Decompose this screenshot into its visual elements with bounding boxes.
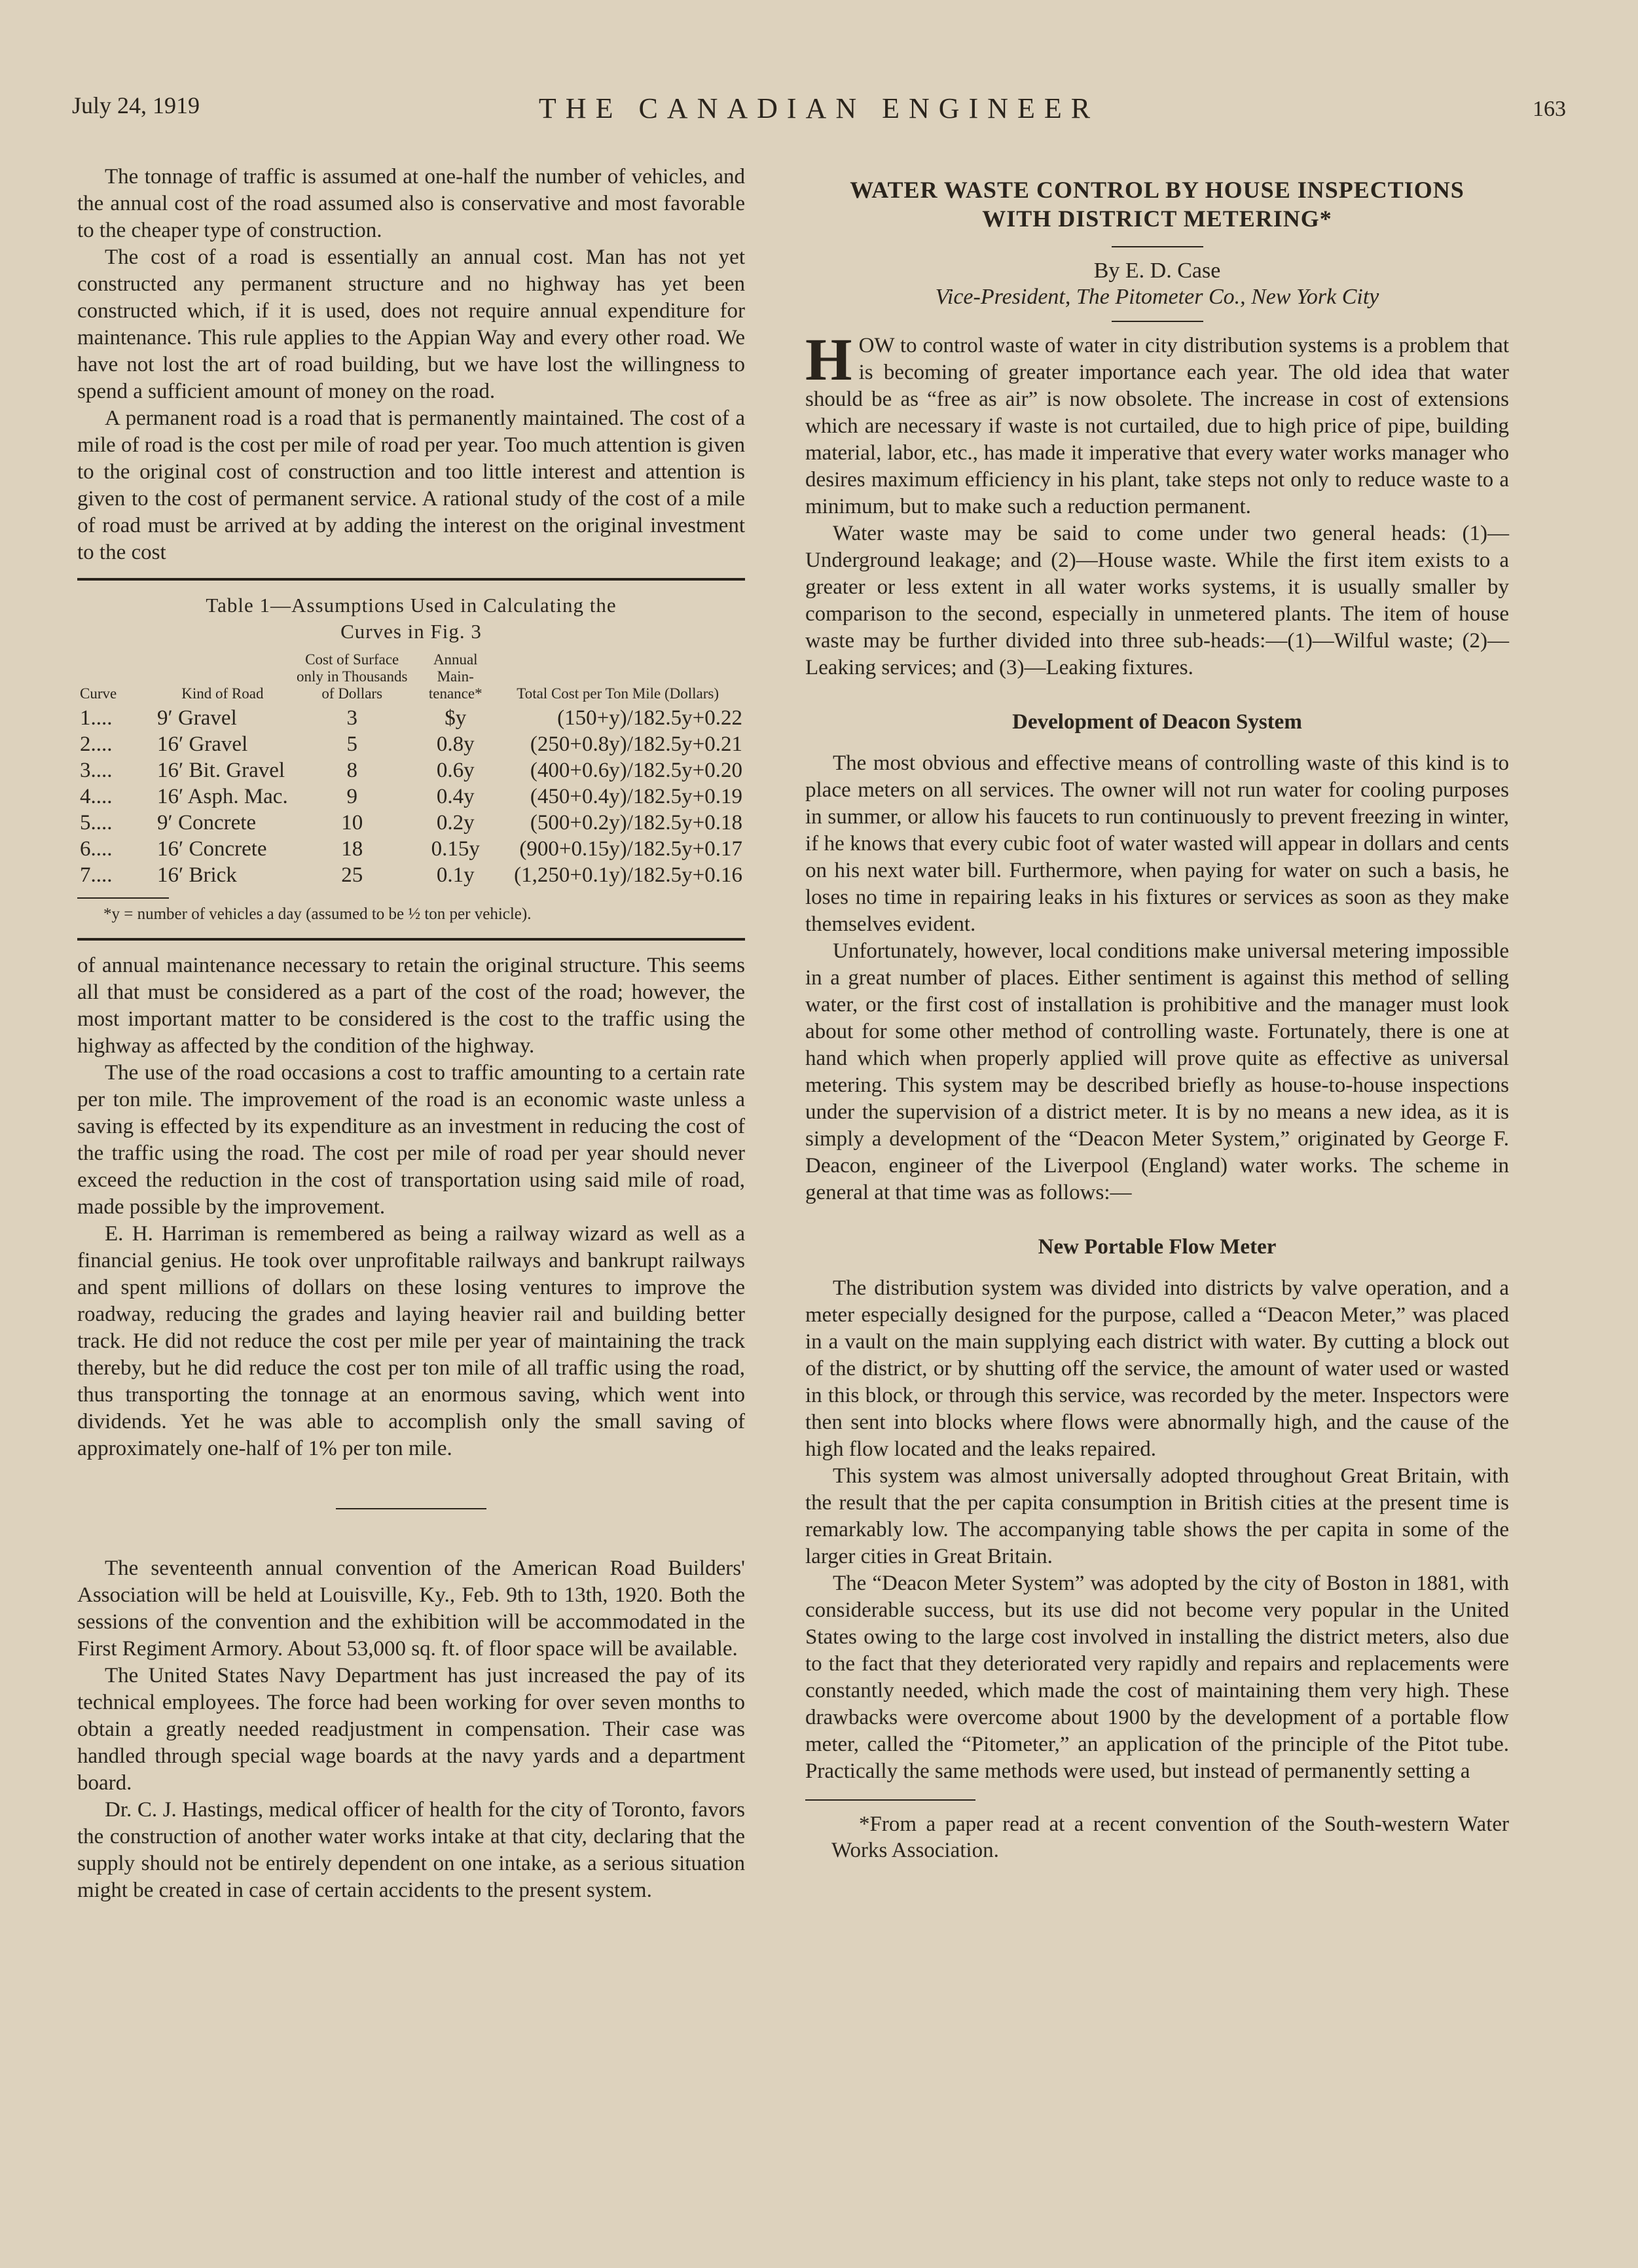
article-title-line2: WITH DISTRICT METERING* bbox=[982, 206, 1332, 232]
article-footnote: *From a paper read at a recent convention of the South-western Water Works Association. bbox=[831, 1812, 1509, 1862]
table-row bbox=[77, 731, 745, 757]
cell-kind: 16′ Asph. Mac. bbox=[157, 785, 288, 808]
cell-surface: 18 bbox=[341, 837, 363, 861]
cell-maint: $y bbox=[445, 706, 467, 730]
cell-surface: 10 bbox=[341, 811, 363, 835]
intro-paragraph bbox=[805, 326, 1509, 520]
cell-curve: 6.... bbox=[80, 837, 113, 861]
subhead-flow-meter: New Portable Flow Meter bbox=[1038, 1235, 1277, 1259]
header-curve: Curve bbox=[80, 685, 117, 702]
assumptions-table bbox=[77, 651, 745, 888]
paragraph: The cost of a road is essentially an annual cost. Man has not yet constructed any permanent structure and no highway has yet been constructed which, if it is used, does not require annual expenditure for maintenance. This rule applies to the Appian Way and every other road. We have not lost the art of road building, but we have lost the willingness to spend a sufficient amount of money on the road. bbox=[77, 245, 745, 403]
header-maintenance: Annual Main-tenance* bbox=[428, 651, 482, 702]
paragraph: The distribution system was divided into districts by valve operation, and a meter especially designed for the purpose, called a “Deacon Meter,” was placed in a vault on the main supplying each district with water. By cutting a block out of the district, or by shutting off the service, the amount of water used or wasted in this block, or through this service, was recorded by the meter. Inspectors were then sent into blocks where flows were abnormally high, and the cause of the high flow located and the leaks repaired. bbox=[805, 1276, 1509, 1461]
cell-surface: 3 bbox=[346, 706, 357, 730]
cell-kind: 9′ Concrete bbox=[157, 811, 257, 835]
table-caption bbox=[77, 592, 745, 645]
table-row bbox=[77, 783, 745, 810]
news-item: The United States Navy Department has just increased the pay of its technical employees. The force had been working for over seven months to obtain a greatly needed readjustment in compensation. Their case was handled through special wage boards at the navy yards and a department board. bbox=[77, 1664, 745, 1795]
paragraph: of annual maintenance necessary to retain the original structure. This seems all that must be considered as a part of the cost of the road; however, the most important matter to be considered is the cost to the traffic using the highway as affected by the condition of the highway. bbox=[77, 954, 745, 1058]
cell-curve: 3.... bbox=[80, 759, 113, 782]
table-caption-line1: Table 1—Assumptions Used in Calculating the bbox=[206, 594, 617, 617]
cell-kind: 16′ Brick bbox=[157, 863, 237, 887]
table-row bbox=[77, 836, 745, 862]
subhead-deacon-system: Development of Deacon System bbox=[1012, 710, 1302, 734]
running-head bbox=[72, 92, 1566, 131]
right-column bbox=[805, 175, 1509, 1863]
cell-curve: 1.... bbox=[80, 706, 113, 730]
cell-kind: 16′ Concrete bbox=[157, 837, 267, 861]
table-row bbox=[77, 810, 745, 836]
issue-date: July 24, 1919 bbox=[72, 92, 200, 118]
table-header-row bbox=[77, 651, 745, 705]
cell-kind: 9′ Gravel bbox=[157, 706, 237, 730]
assumptions-table-block bbox=[77, 592, 745, 925]
header-surface-cost: Cost of Surface only in Thousands of Dollars bbox=[296, 651, 408, 702]
cell-surface: 5 bbox=[346, 732, 357, 756]
title-rule bbox=[1112, 246, 1203, 247]
author-affiliation: Vice-President, The Pitometer Co., New York City bbox=[935, 285, 1379, 309]
cell-kind: 16′ Gravel bbox=[157, 732, 248, 756]
cell-total: (900+0.15y)/182.5y+0.17 bbox=[519, 837, 742, 861]
paragraph: E. H. Harriman is remembered as being a railway wizard as well as a financial genius. He took over unprofitable railways and bankrupt railways and spent millions of dollars on these losing ventures to improve the roadway, reducing the grades and laying heavier rail and building better track. He did not reduce the cost per mile per year of maintaining the track thereby, but he did reduce the cost per ton mile of all traffic using the road, thus transporting the tonnage at an enormous saving, which went into dividends. Yet he was able to accomplish only the small saving of approximately one-half of 1% per ton mile. bbox=[77, 1222, 745, 1460]
cell-maint: 0.15y bbox=[431, 837, 480, 861]
publication-title: THE CANADIAN ENGINEER bbox=[538, 92, 1100, 124]
paragraph: A permanent road is a road that is permanently maintained. The cost of a mile of road is the cost per mile of road per year. Too much attention is given to the original cost of construction and too little interest and attention is given to the cost of permanent service. A rational study of the cost of a mile of road must be arrived at by adding the interest on the original investment to the cost bbox=[77, 406, 745, 564]
cell-total: (150+y)/182.5y+0.22 bbox=[557, 706, 742, 730]
byline-rule bbox=[1112, 321, 1203, 322]
table-top-rule bbox=[77, 578, 745, 581]
cell-curve: 2.... bbox=[80, 732, 113, 756]
table-caption-line2: Curves in Fig. 3 bbox=[340, 620, 482, 643]
left-column bbox=[77, 164, 745, 1904]
table-row bbox=[77, 757, 745, 783]
article-title-line1: WATER WASTE CONTROL BY HOUSE INSPECTIONS bbox=[850, 177, 1465, 203]
cell-maint: 0.4y bbox=[436, 785, 475, 808]
cell-total: (250+0.8y)/182.5y+0.21 bbox=[530, 732, 742, 756]
paragraph: The use of the road occasions a cost to traffic amounting to a certain rate per ton mile. The improvement of the road is an economic waste unless a saving is effected by its expenditure as an investment in reducing the cost of the traffic using the road. The cost per mile of road per year should never exceed the reduction in the cost of transportation using said mile of road, made possible by the improvement. bbox=[77, 1061, 745, 1219]
header-total: Total Cost per Ton Mile (Dollars) bbox=[517, 685, 719, 702]
paragraph: The tonnage of traffic is assumed at one-half the number of vehicles, and the annual cost of the road assumed also is conservative and most favorable to the cheaper type of construction. bbox=[77, 165, 745, 242]
cell-kind: 16′ Bit. Gravel bbox=[157, 759, 285, 782]
news-item: Dr. C. J. Hastings, medical officer of health for the city of Toronto, favors the construction of another water works intake at that city, declaring that the supply should not be entirely dependent on one intake, as a serious situation might be created in case of certain accidents to the present system. bbox=[77, 1798, 745, 1902]
cell-total: (450+0.4y)/182.5y+0.19 bbox=[530, 785, 742, 808]
byline: By E. D. Case bbox=[1093, 259, 1221, 283]
table-footnote: *y = number of vehicles a day (assumed to be ½ ton per vehicle). bbox=[103, 905, 532, 923]
drop-cap: H bbox=[805, 326, 852, 393]
article-title bbox=[805, 175, 1509, 233]
page-number: 163 bbox=[1533, 97, 1566, 121]
table-row bbox=[77, 862, 745, 888]
cell-maint: 0.2y bbox=[436, 811, 475, 835]
cell-total: (400+0.6y)/182.5y+0.20 bbox=[530, 759, 742, 782]
footnote-rule bbox=[805, 1799, 975, 1801]
table-row bbox=[77, 705, 745, 731]
cell-curve: 7.... bbox=[80, 863, 113, 887]
paragraph: The “Deacon Meter System” was adopted by the city of Boston in 1881, with considerable success, but its use did not become very popular in the United States owing to the large cost involved in installing the district meters, also due to the fact that they deteriorated very rapidly and repairs and replacements were constantly needed, which made the cost of maintaining them very high. These drawbacks were overcome about 1900 by the development of a portable flow meter, called the “Pitometer,” an application of the principle of the Pitot tube. Practically the same methods were used, but instead of permanently setting a bbox=[805, 1572, 1509, 1783]
cell-surface: 8 bbox=[346, 759, 357, 782]
paragraph: This system was almost universally adopted throughout Great Britain, with the result that the per capita consumption in British cities at the present time is remarkably low. The accompanying table shows the per capita in some of the larger cities in Great Britain. bbox=[805, 1464, 1509, 1568]
intro-text: OW to control waste of water in city distribution systems is a problem that is becoming of greater importance each year. The old idea that water should be as “free as air” is now obsolete. The increase in cost of extensions which are necessary if waste is not curtailed, due to high price of pipe, building material, labor, etc., has made it imperative that every water works manager who desires maximum efficiency in his plant, take steps not only to reduce waste to a minimum, but to make such a reduction permanent. bbox=[805, 334, 1509, 518]
table-bottom-rule bbox=[77, 938, 745, 941]
cell-total: (1,250+0.1y)/182.5y+0.16 bbox=[514, 863, 742, 887]
section-separator bbox=[336, 1508, 486, 1509]
cell-maint: 0.8y bbox=[436, 732, 475, 756]
cell-curve: 4.... bbox=[80, 785, 113, 808]
cell-maint: 0.6y bbox=[436, 759, 475, 782]
table-footnote-rule bbox=[77, 897, 169, 899]
paragraph: The most obvious and effective means of controlling waste of this kind is to place meters on all services. The owner will not run water for cooling purposes in summer, or allow his faucets to run continuously to prevent freezing in winter, if he knows that every cubic foot of water wasted will appear in dollars and cents on his next water bill. Furthermore, when paying for water on such a basis, he loses no time in repairing leaks in his fixtures or services as soon as they make themselves evident. bbox=[805, 751, 1509, 936]
cell-total: (500+0.2y)/182.5y+0.18 bbox=[530, 811, 742, 835]
paragraph: Water waste may be said to come under two general heads: (1)—Underground leakage; and (2)—House waste. While the first item exists to a greater or less extent in all water works systems, it is usually smaller by comparison to the second, especially in unmetered plants. The item of house waste may be further divided into three sub-heads:—(1)—Wilful waste; (2)—Leaking services; and (3)—Leaking fixtures. bbox=[805, 522, 1509, 679]
cell-surface: 25 bbox=[341, 863, 363, 887]
news-item: The seventeenth annual convention of the American Road Builders' Association will be held at Louisville, Ky., Feb. 9th to 13th, 1920. Both the sessions of the convention and the exhibition will be accommodated in the First Regiment Armory. About 53,000 sq. ft. of floor space will be available. bbox=[77, 1557, 745, 1661]
header-kind: Kind of Road bbox=[181, 685, 264, 702]
cell-surface: 9 bbox=[346, 785, 357, 808]
cell-maint: 0.1y bbox=[436, 863, 475, 887]
cell-curve: 5.... bbox=[80, 811, 113, 835]
paragraph: Unfortunately, however, local conditions make universal metering impossible in a great number of places. Either sentiment is against this method of selling water, or the first cost of installation is prohibitive and the manager must look about for some other method of controlling waste. Fortunately, there is one at hand which when properly applied will prove quite as effective as universal metering. This system may be described briefly as house-to-house inspections under the supervision of a district meter. It is by no means a new idea, as it is simply a development of the “Deacon Meter System,” originated by George F. Deacon, engineer of the Liverpool (England) water works. The scheme in general at that time was as follows:— bbox=[805, 939, 1509, 1204]
